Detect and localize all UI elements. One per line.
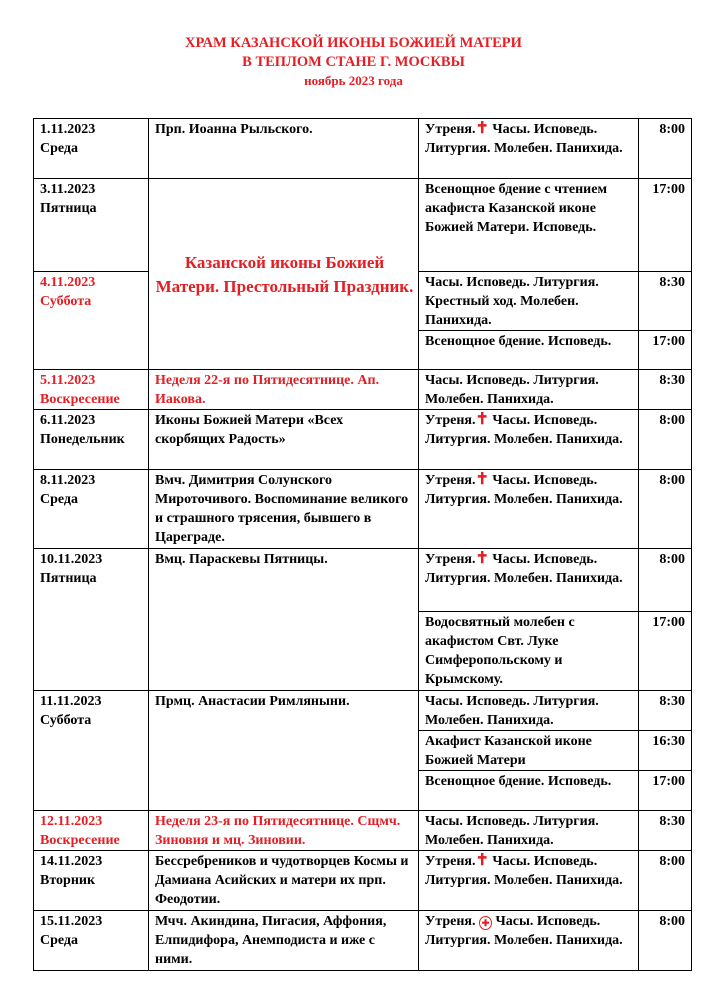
date-cell: 4.11.2023 Суббота (34, 272, 149, 370)
service-cell: Часы. Исповедь. Литургия. Крестный ход. Молебен. Панихида. (419, 272, 639, 331)
red-cross-icon: ✝ (475, 471, 489, 488)
time-cell: 17:00 (639, 179, 692, 272)
table-row (34, 811, 692, 851)
service-cell: Водосвятный молебен с акафистом Свт. Луке Симферопольскому и Крымскому. (419, 612, 639, 691)
saint-cell: Иконы Божией Матери «Всех скорбящих Радость» (149, 410, 419, 470)
date-cell: 1.11.2023 Среда (34, 119, 149, 179)
saint-cell: Неделя 22-я по Пятидесятнице. Ап. Иакова. (149, 370, 419, 410)
table-row (34, 470, 692, 549)
service-cell: Всенощное бдение. Исповедь. (419, 771, 639, 811)
service-cell: Утреня. ✚ Часы. Исповедь. Литургия. Молебен. Панихида. (419, 911, 639, 971)
red-cross-icon: ✝ (475, 120, 489, 137)
red-cross-icon: ✝ (475, 550, 489, 567)
red-cross-icon: ✝ (475, 411, 489, 428)
table-row (34, 691, 692, 731)
time-cell: 8:30 (639, 691, 692, 731)
service-cell: Утреня.✝ Часы. Исповедь. Литургия. Молебен. Панихида. (419, 851, 639, 911)
saint-cell: Прмц. Анастасии Римляныни. (149, 691, 419, 811)
service-cell: Утреня.✝ Часы. Исповедь. Литургия. Молебен. Панихида. (419, 410, 639, 470)
saint-cell: Бессребреников и чудотворцев Космы и Дамиана Асийских и матери их прп. Феодотии. (149, 851, 419, 911)
page-header (0, 34, 707, 90)
table-row (34, 370, 692, 410)
time-cell: 8:30 (639, 811, 692, 851)
saint-cell: Вмч. Димитрия Солунского Мироточивого. Воспоминание великого и страшного трясения, бывшего в Цареграде. (149, 470, 419, 549)
header-month: ноябрь 2023 года (304, 73, 403, 88)
time-cell: 17:00 (639, 612, 692, 691)
time-cell: 8:00 (639, 119, 692, 179)
date-cell: 15.11.2023 Среда (34, 911, 149, 971)
header-church-name: ХРАМ КАЗАНСКОЙ ИКОНЫ БОЖИЕЙ МАТЕРИ (185, 35, 522, 51)
time-cell: 8:00 (639, 851, 692, 911)
date-cell: 14.11.2023 Вторник (34, 851, 149, 911)
table-row (34, 911, 692, 971)
service-cell: Всенощное бдение. Исповедь. (419, 331, 639, 370)
service-cell: Акафист Казанской иконе Божией Матери (419, 731, 639, 771)
date-cell: 10.11.2023 Пятница (34, 549, 149, 691)
date-cell: 11.11.2023 Суббота (34, 691, 149, 811)
table-row (34, 851, 692, 911)
header-location: В ТЕПЛОМ СТАНЕ Г. МОСКВЫ (242, 54, 465, 70)
feast-cell: Казанской иконы Божией Матери. Престольный Праздник. (149, 179, 419, 370)
table-row (34, 410, 692, 470)
red-polyeleos-icon: ✚ (479, 916, 492, 930)
date-cell: 5.11.2023 Воскресение (34, 370, 149, 410)
date-cell: 3.11.2023 Пятница (34, 179, 149, 272)
time-cell: 8:30 (639, 370, 692, 410)
saint-cell: Мчч. Акиндина, Пигасия, Аффония, Елпидифора, Анемподиста и иже с ними. (149, 911, 419, 971)
saint-cell: Вмц. Параскевы Пятницы. (149, 549, 419, 691)
service-cell: Часы. Исповедь. Литургия. Молебен. Панихида. (419, 691, 639, 731)
date-cell: 6.11.2023 Понедельник (34, 410, 149, 470)
service-cell: Часы. Исповедь. Литургия. Молебен. Панихида. (419, 811, 639, 851)
time-cell: 17:00 (639, 771, 692, 811)
date-cell: 12.11.2023 Воскресение (34, 811, 149, 851)
saint-cell: Прп. Иоанна Рыльского. (149, 119, 419, 179)
service-cell: Часы. Исповедь. Литургия. Молебен. Панихида. (419, 370, 639, 410)
table-row (34, 119, 692, 179)
schedule-table (33, 118, 692, 971)
service-cell: Утреня.✝ Часы. Исповедь. Литургия. Молебен. Панихида. (419, 470, 639, 549)
service-cell: Всенощное бдение с чтением акафиста Казанской иконе Божией Матери. Исповедь. (419, 179, 639, 272)
service-cell: Утреня.✝ Часы. Исповедь. Литургия. Молебен. Панихида. (419, 549, 639, 612)
time-cell: 8:00 (639, 911, 692, 971)
time-cell: 8:00 (639, 410, 692, 470)
time-cell: 8:30 (639, 272, 692, 331)
time-cell: 17:00 (639, 331, 692, 370)
time-cell: 8:00 (639, 470, 692, 549)
date-cell: 8.11.2023 Среда (34, 470, 149, 549)
table-row (34, 549, 692, 612)
red-cross-icon: ✝ (475, 852, 489, 869)
service-cell: Утреня.✝ Часы. Исповедь. Литургия. Молебен. Панихида. (419, 119, 639, 179)
table-row (34, 179, 692, 272)
saint-cell: Неделя 23-я по Пятидесятнице. Сщмч. Зиновия и мц. Зиновии. (149, 811, 419, 851)
time-cell: 16:30 (639, 731, 692, 771)
time-cell: 8:00 (639, 549, 692, 612)
